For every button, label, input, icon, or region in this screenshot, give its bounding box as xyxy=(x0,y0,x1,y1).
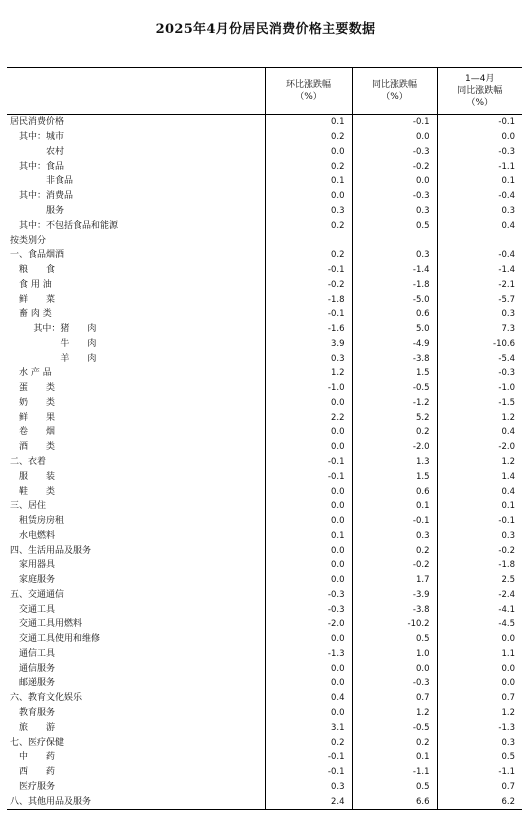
table-header xyxy=(7,68,522,115)
yoy-value: -0.3 xyxy=(352,145,437,160)
header-mom xyxy=(265,68,352,115)
mom-value: 3.1 xyxy=(265,720,352,735)
table-row xyxy=(7,794,522,809)
table-row xyxy=(7,558,522,573)
row-label: 蛋 类 xyxy=(19,383,56,394)
table-row xyxy=(7,617,522,632)
yoy-value: -1.4 xyxy=(352,263,437,278)
yoy-value: 0.6 xyxy=(352,307,437,322)
yoy-value: 0.0 xyxy=(352,661,437,676)
page-title: 2025年4月份居民消费价格主要数据 xyxy=(155,22,376,37)
yoy-value: -0.5 xyxy=(352,381,437,396)
row-label: 通信服务 xyxy=(19,663,56,674)
mom-value: 0.4 xyxy=(265,691,352,706)
yoy-value: 0.2 xyxy=(352,735,437,750)
yoy-value: -0.3 xyxy=(352,189,437,204)
ytd-value: -0.3 xyxy=(437,145,522,160)
mom-value: -0.1 xyxy=(265,455,352,470)
table-row xyxy=(7,750,522,765)
row-label: 一、食品烟酒 xyxy=(10,250,65,261)
ytd-value: 0.4 xyxy=(437,218,522,233)
row-label: 其中：城市 xyxy=(19,132,65,143)
header-ytd xyxy=(437,68,522,115)
mom-value: 0.0 xyxy=(265,484,352,499)
row-label: 畜 肉 类 xyxy=(19,309,52,320)
mom-value: -2.0 xyxy=(265,617,352,632)
table-row xyxy=(7,218,522,233)
table-row xyxy=(7,602,522,617)
mom-value: -0.1 xyxy=(265,307,352,322)
row-label: 其中：消费品 xyxy=(19,191,74,202)
table-row xyxy=(7,632,522,647)
table-row xyxy=(7,381,522,396)
ytd-value: 0.7 xyxy=(437,691,522,706)
yoy-value: 6.6 xyxy=(352,794,437,809)
row-label: 按类别分 xyxy=(10,235,47,246)
mom-value: 2.2 xyxy=(265,410,352,425)
mom-value: -1.6 xyxy=(265,322,352,337)
ytd-value xyxy=(437,233,522,248)
row-label: 农村 xyxy=(46,146,65,157)
table-row xyxy=(7,765,522,780)
header-line: 同比涨跌幅 xyxy=(457,86,503,96)
mom-value: 0.0 xyxy=(265,425,352,440)
yoy-value: 0.5 xyxy=(352,218,437,233)
yoy-value: 0.7 xyxy=(352,691,437,706)
row-label: 医疗服务 xyxy=(19,781,56,792)
row-label: 水 产 品 xyxy=(19,368,52,379)
ytd-value: 6.2 xyxy=(437,794,522,809)
ytd-value: -2.1 xyxy=(437,277,522,292)
mom-value: 0.3 xyxy=(265,779,352,794)
mom-value: -0.1 xyxy=(265,750,352,765)
row-label: 交通工具 xyxy=(19,604,56,615)
ytd-value: -1.1 xyxy=(437,159,522,174)
yoy-value: -0.1 xyxy=(352,514,437,529)
header-line: （%） xyxy=(466,98,494,108)
row-label: 租赁房房租 xyxy=(19,516,65,527)
row-label: 酒 类 xyxy=(19,442,56,453)
ytd-value: -1.4 xyxy=(437,263,522,278)
mom-value: 0.2 xyxy=(265,735,352,750)
row-label: 七、医疗保健 xyxy=(10,737,65,748)
header-line: 1—4月 xyxy=(465,74,495,84)
yoy-value: 1.2 xyxy=(352,706,437,721)
yoy-value: 0.3 xyxy=(352,204,437,219)
ytd-value: -1.8 xyxy=(437,558,522,573)
yoy-value: 0.2 xyxy=(352,425,437,440)
yoy-value: -1.1 xyxy=(352,765,437,780)
ytd-value: 1.2 xyxy=(437,455,522,470)
mom-value: 0.3 xyxy=(265,351,352,366)
yoy-value: -0.2 xyxy=(352,558,437,573)
table-row xyxy=(7,233,522,248)
mom-value: 0.0 xyxy=(265,396,352,411)
yoy-value: 0.0 xyxy=(352,130,437,145)
yoy-value: 0.3 xyxy=(352,528,437,543)
ytd-value: -0.4 xyxy=(437,248,522,263)
mom-value: 0.2 xyxy=(265,218,352,233)
yoy-value: -10.2 xyxy=(352,617,437,632)
mom-value: 0.0 xyxy=(265,543,352,558)
row-label: 食 用 油 xyxy=(19,279,52,290)
yoy-value: 0.1 xyxy=(352,750,437,765)
ytd-value: -1.3 xyxy=(437,720,522,735)
mom-value: 0.1 xyxy=(265,115,352,130)
row-label: 中 药 xyxy=(19,752,56,763)
row-label: 四、生活用品及服务 xyxy=(10,545,92,556)
mom-value: 0.0 xyxy=(265,514,352,529)
ytd-value: 0.4 xyxy=(437,425,522,440)
row-label: 旅 游 xyxy=(19,722,56,733)
row-label: 牛 肉 xyxy=(60,338,97,349)
ytd-value: 0.4 xyxy=(437,484,522,499)
header-line: 环比涨跌幅 xyxy=(285,80,331,90)
mom-value: 0.0 xyxy=(265,558,352,573)
mom-value xyxy=(265,233,352,248)
header-line: （%） xyxy=(295,92,322,102)
table-row xyxy=(7,425,522,440)
ytd-value: 0.1 xyxy=(437,499,522,514)
row-label: 奶 类 xyxy=(19,397,56,408)
ytd-value: 0.3 xyxy=(437,307,522,322)
row-label: 西 药 xyxy=(19,767,56,778)
ytd-value: 2.5 xyxy=(437,573,522,588)
yoy-value: 0.5 xyxy=(352,632,437,647)
yoy-value: -4.9 xyxy=(352,336,437,351)
row-label: 其中：食品 xyxy=(19,161,65,172)
header-item-name xyxy=(7,68,265,115)
mom-value: 0.2 xyxy=(265,130,352,145)
mom-value: 0.0 xyxy=(265,189,352,204)
mom-value: -1.0 xyxy=(265,381,352,396)
row-label: 鲜 菜 xyxy=(19,294,56,305)
table-row xyxy=(7,573,522,588)
yoy-value: -1.8 xyxy=(352,277,437,292)
ytd-value: -10.6 xyxy=(437,336,522,351)
yoy-value: 1.3 xyxy=(352,455,437,470)
ytd-value: 1.1 xyxy=(437,647,522,662)
yoy-value: -0.2 xyxy=(352,159,437,174)
table-row xyxy=(7,440,522,455)
mom-value: 0.2 xyxy=(265,159,352,174)
header-yoy xyxy=(352,68,437,115)
ytd-value: 1.2 xyxy=(437,706,522,721)
yoy-value: -3.9 xyxy=(352,588,437,603)
table-row xyxy=(7,189,522,204)
yoy-value: 1.5 xyxy=(352,366,437,381)
table-row xyxy=(7,351,522,366)
ytd-value: -2.0 xyxy=(437,440,522,455)
mom-value: -0.1 xyxy=(265,469,352,484)
yoy-value: -3.8 xyxy=(352,602,437,617)
table-row xyxy=(7,676,522,691)
yoy-value: -1.2 xyxy=(352,396,437,411)
table-row xyxy=(7,130,522,145)
mom-value: 0.0 xyxy=(265,440,352,455)
mom-value: 0.1 xyxy=(265,174,352,189)
row-label: 卷 烟 xyxy=(19,427,56,438)
ytd-value: 0.5 xyxy=(437,750,522,765)
mom-value: -0.1 xyxy=(265,263,352,278)
row-label: 粮 食 xyxy=(19,265,56,276)
ytd-value: -0.2 xyxy=(437,543,522,558)
ytd-value: 1.4 xyxy=(437,469,522,484)
mom-value: 0.0 xyxy=(265,632,352,647)
table-row xyxy=(7,322,522,337)
ytd-value: -1.0 xyxy=(437,381,522,396)
yoy-value: -5.0 xyxy=(352,292,437,307)
mom-value: -0.3 xyxy=(265,602,352,617)
yoy-value: 1.5 xyxy=(352,469,437,484)
mom-value: 0.3 xyxy=(265,204,352,219)
yoy-value: -0.3 xyxy=(352,676,437,691)
mom-value: -0.2 xyxy=(265,277,352,292)
mom-value: 0.1 xyxy=(265,528,352,543)
table-row xyxy=(7,735,522,750)
ytd-value: -5.7 xyxy=(437,292,522,307)
yoy-value: 0.6 xyxy=(352,484,437,499)
table-row xyxy=(7,115,522,130)
yoy-value: 5.2 xyxy=(352,410,437,425)
header-line: （%） xyxy=(381,92,408,102)
row-label: 羊 肉 xyxy=(60,353,97,364)
mom-value: 0.0 xyxy=(265,676,352,691)
ytd-value: -0.1 xyxy=(437,514,522,529)
ytd-value: 0.0 xyxy=(437,661,522,676)
row-label: 交通工具用燃料 xyxy=(19,619,83,630)
yoy-value: 0.1 xyxy=(352,499,437,514)
ytd-value: -0.3 xyxy=(437,366,522,381)
table-row xyxy=(7,469,522,484)
table-row xyxy=(7,543,522,558)
ytd-value: -4.5 xyxy=(437,617,522,632)
table-row xyxy=(7,661,522,676)
row-label: 鲜 果 xyxy=(19,412,56,423)
table-row xyxy=(7,455,522,470)
table-row xyxy=(7,292,522,307)
row-label: 交通工具使用和维修 xyxy=(19,634,101,645)
table-row xyxy=(7,647,522,662)
mom-value: 0.0 xyxy=(265,499,352,514)
table-row xyxy=(7,204,522,219)
yoy-value: -3.8 xyxy=(352,351,437,366)
row-label: 非食品 xyxy=(46,176,74,187)
table-row xyxy=(7,366,522,381)
row-label: 教育服务 xyxy=(19,708,56,718)
row-label: 其中：不包括食品和能源 xyxy=(19,220,119,231)
yoy-value: 0.2 xyxy=(352,543,437,558)
mom-value: -1.3 xyxy=(265,647,352,662)
table-row xyxy=(7,779,522,794)
ytd-value: -0.1 xyxy=(437,115,522,130)
table-row xyxy=(7,528,522,543)
yoy-value: -0.1 xyxy=(352,115,437,130)
mom-value: 0.2 xyxy=(265,248,352,263)
row-label: 三、居住 xyxy=(10,501,47,512)
row-label: 通信工具 xyxy=(19,648,56,659)
yoy-value: 0.0 xyxy=(352,174,437,189)
table-row xyxy=(7,410,522,425)
mom-value: 0.0 xyxy=(265,706,352,721)
table-row xyxy=(7,691,522,706)
ytd-value: -2.4 xyxy=(437,588,522,603)
table-row xyxy=(7,336,522,351)
mom-value: -1.8 xyxy=(265,292,352,307)
yoy-value: 5.0 xyxy=(352,322,437,337)
mom-value: -0.1 xyxy=(265,765,352,780)
ytd-value: -1.1 xyxy=(437,765,522,780)
ytd-value: -4.1 xyxy=(437,602,522,617)
yoy-value: 0.3 xyxy=(352,248,437,263)
yoy-value: 0.5 xyxy=(352,779,437,794)
row-label: 家庭服务 xyxy=(19,575,56,586)
table-row xyxy=(7,263,522,278)
table-row xyxy=(7,248,522,263)
yoy-value: -0.5 xyxy=(352,720,437,735)
table-row xyxy=(7,499,522,514)
table-row xyxy=(7,484,522,499)
ytd-value: 0.3 xyxy=(437,735,522,750)
ytd-value: 0.7 xyxy=(437,779,522,794)
mom-value: 2.4 xyxy=(265,794,352,809)
row-label: 服 装 xyxy=(19,471,56,482)
yoy-value xyxy=(352,233,437,248)
row-label: 六、教育文化娱乐 xyxy=(10,693,83,704)
mom-value: -0.3 xyxy=(265,588,352,603)
ytd-value: 0.3 xyxy=(437,204,522,219)
cpi-table xyxy=(7,67,522,810)
row-label: 其中：猪 肉 xyxy=(33,324,97,335)
mom-value: 1.2 xyxy=(265,366,352,381)
yoy-value: -2.0 xyxy=(352,440,437,455)
table-row xyxy=(7,145,522,160)
table-body xyxy=(7,115,522,810)
table-row xyxy=(7,514,522,529)
row-label: 服务 xyxy=(46,205,65,216)
ytd-value: 0.0 xyxy=(437,676,522,691)
row-label: 邮递服务 xyxy=(19,678,56,689)
mom-value: 0.0 xyxy=(265,145,352,160)
table-row xyxy=(7,307,522,322)
table-row xyxy=(7,174,522,189)
header-line: 同比涨跌幅 xyxy=(371,80,417,90)
table-row xyxy=(7,720,522,735)
row-label: 家用器具 xyxy=(19,560,56,571)
row-label: 五、交通通信 xyxy=(10,589,65,600)
table-row xyxy=(7,277,522,292)
ytd-value: 1.2 xyxy=(437,410,522,425)
mom-value: 0.0 xyxy=(265,573,352,588)
table-row xyxy=(7,588,522,603)
ytd-value: -1.5 xyxy=(437,396,522,411)
table-row xyxy=(7,159,522,174)
ytd-value: 0.0 xyxy=(437,130,522,145)
row-label: 居民消费价格 xyxy=(10,117,65,128)
row-label: 鞋 类 xyxy=(19,486,56,497)
yoy-value: 1.0 xyxy=(352,647,437,662)
mom-value: 3.9 xyxy=(265,336,352,351)
table-row xyxy=(7,396,522,411)
mom-value: 0.0 xyxy=(265,661,352,676)
ytd-value: -0.4 xyxy=(437,189,522,204)
ytd-value: 0.0 xyxy=(437,632,522,647)
row-label: 二、衣着 xyxy=(10,456,47,467)
ytd-value: 0.1 xyxy=(437,174,522,189)
ytd-value: -5.4 xyxy=(437,351,522,366)
table-row xyxy=(7,706,522,721)
yoy-value: 1.7 xyxy=(352,573,437,588)
ytd-value: 7.3 xyxy=(437,322,522,337)
row-label: 八、其他用品及服务 xyxy=(7,794,265,809)
row-label: 水电燃料 xyxy=(19,530,56,541)
ytd-value: 0.3 xyxy=(437,528,522,543)
